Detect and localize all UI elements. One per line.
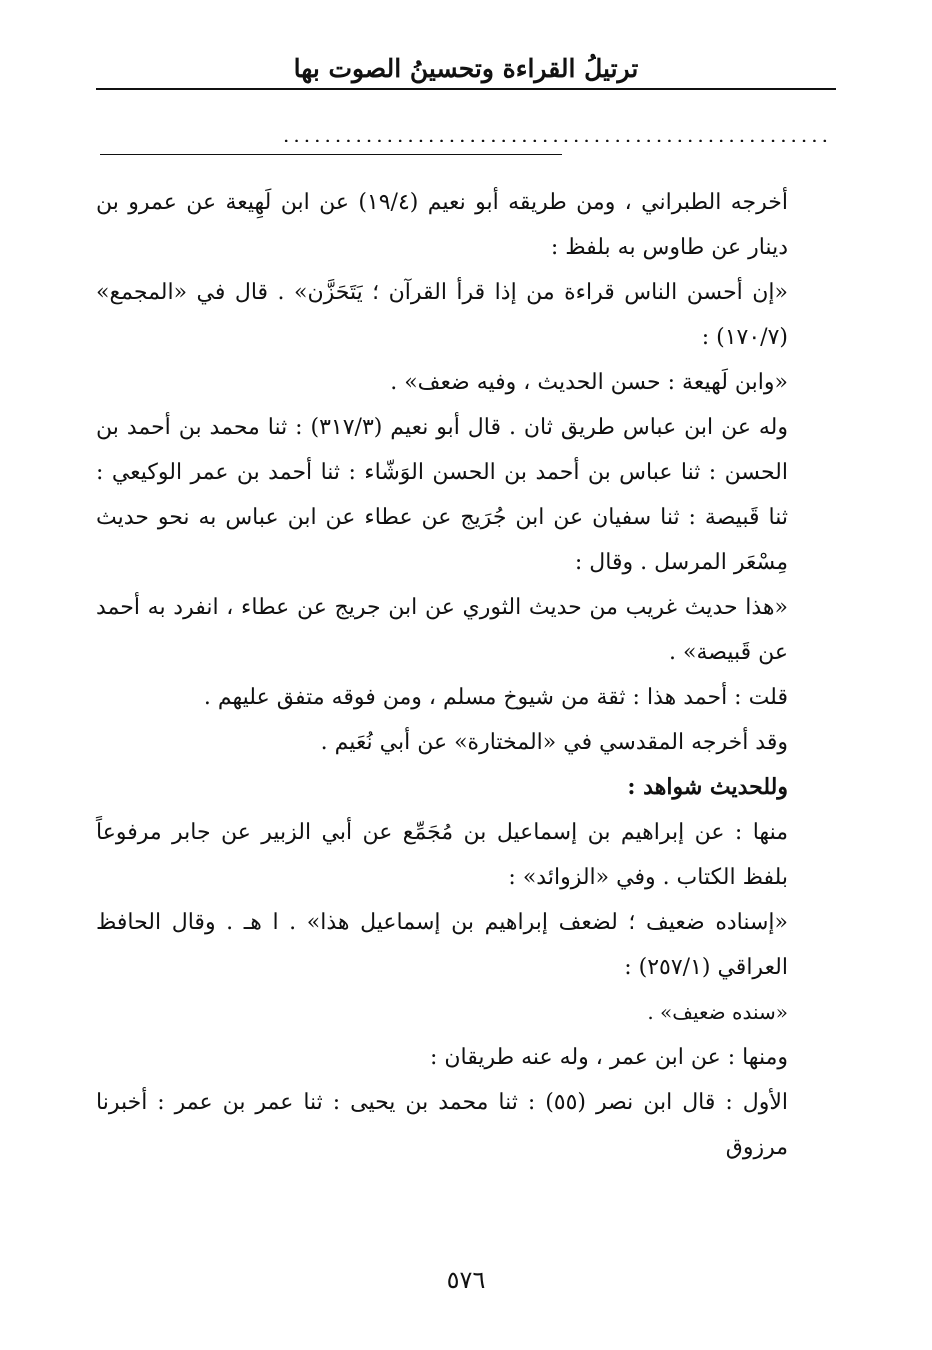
body-text bbox=[96, 180, 832, 1170]
header-rule bbox=[96, 88, 836, 90]
page-number: ٥٧٦ bbox=[446, 1266, 486, 1294]
paragraph-2: وله عن ابن عباس طريق ثان . قال أبو نعيم (٣١٧/٣) : ثنا محمد بن أحمد بن الحسن : ثنا عباس بن أحمد بن الحسن الوَشّاء : ثنا أحمد بن عمر الوكيعي : ثنا قَبيصة : ثنا سفيان عن ابن جُرَيج عن عطاء عن ابن عباس به نحو حديث مِسْعَر المرسل . وقال : bbox=[96, 415, 789, 575]
quote-1: «إن أحسن الناس قراءة من إذا قرأ القرآن ؛ يَتَحَزَّن» . قال في «المجمع» (١٧٠/٧) : bbox=[96, 280, 788, 350]
quote-4: «إسناده ضعيف ؛ لضعف إبراهيم بن إسماعيل هذا» . ا هـ . وقال الحافظ العراقي (٢٥٧/١) : bbox=[96, 910, 788, 980]
dotted-separator: ..................................................... bbox=[283, 128, 832, 142]
quote-5: «سنده ضعيف» . bbox=[647, 1000, 788, 1024]
separator-underline bbox=[100, 154, 562, 155]
paragraph-3: قلت : أحمد هذا : ثقة من شيوخ مسلم ، ومن فوقه متفق عليهم . bbox=[203, 685, 788, 710]
running-header-title: ترتيلُ القراءة وتحسينُ الصوت بها bbox=[293, 54, 639, 83]
paragraph-5: منها : عن إبراهيم بن إسماعيل بن مُجَمِّع عن أبي الزبير عن جابر مرفوعاً بلفظ الكتاب . وفي «الزوائد» : bbox=[96, 820, 788, 890]
quote-2: «وابن لَهيعة : حسن الحديث ، وفيه ضعف» . bbox=[390, 370, 788, 395]
section-heading: وللحديث شواهد : bbox=[627, 774, 788, 800]
paragraph-1: أخرجه الطبراني ، ومن طريقه أبو نعيم (١٩/٤) عن ابن لَهِيعة عن عمرو بن دينار عن طاوس به بلفظ : bbox=[96, 190, 788, 260]
quote-3: «هذا حديث غريب من حديث الثوري عن ابن جريج عن عطاء ، انفرد به أحمد عن قَبيصة» . bbox=[96, 595, 788, 665]
paragraph-6: ومنها : عن ابن عمر ، وله عنه طريقان : bbox=[429, 1045, 788, 1070]
paragraph-7: الأول : قال ابن نصر (٥٥) : ثنا محمد بن يحيى : ثنا عمر بن عمر : أخبرنا مرزوق bbox=[96, 1090, 788, 1160]
paragraph-4: وقد أخرجه المقدسي في «المختارة» عن أبي نُعَيم . bbox=[320, 730, 788, 755]
